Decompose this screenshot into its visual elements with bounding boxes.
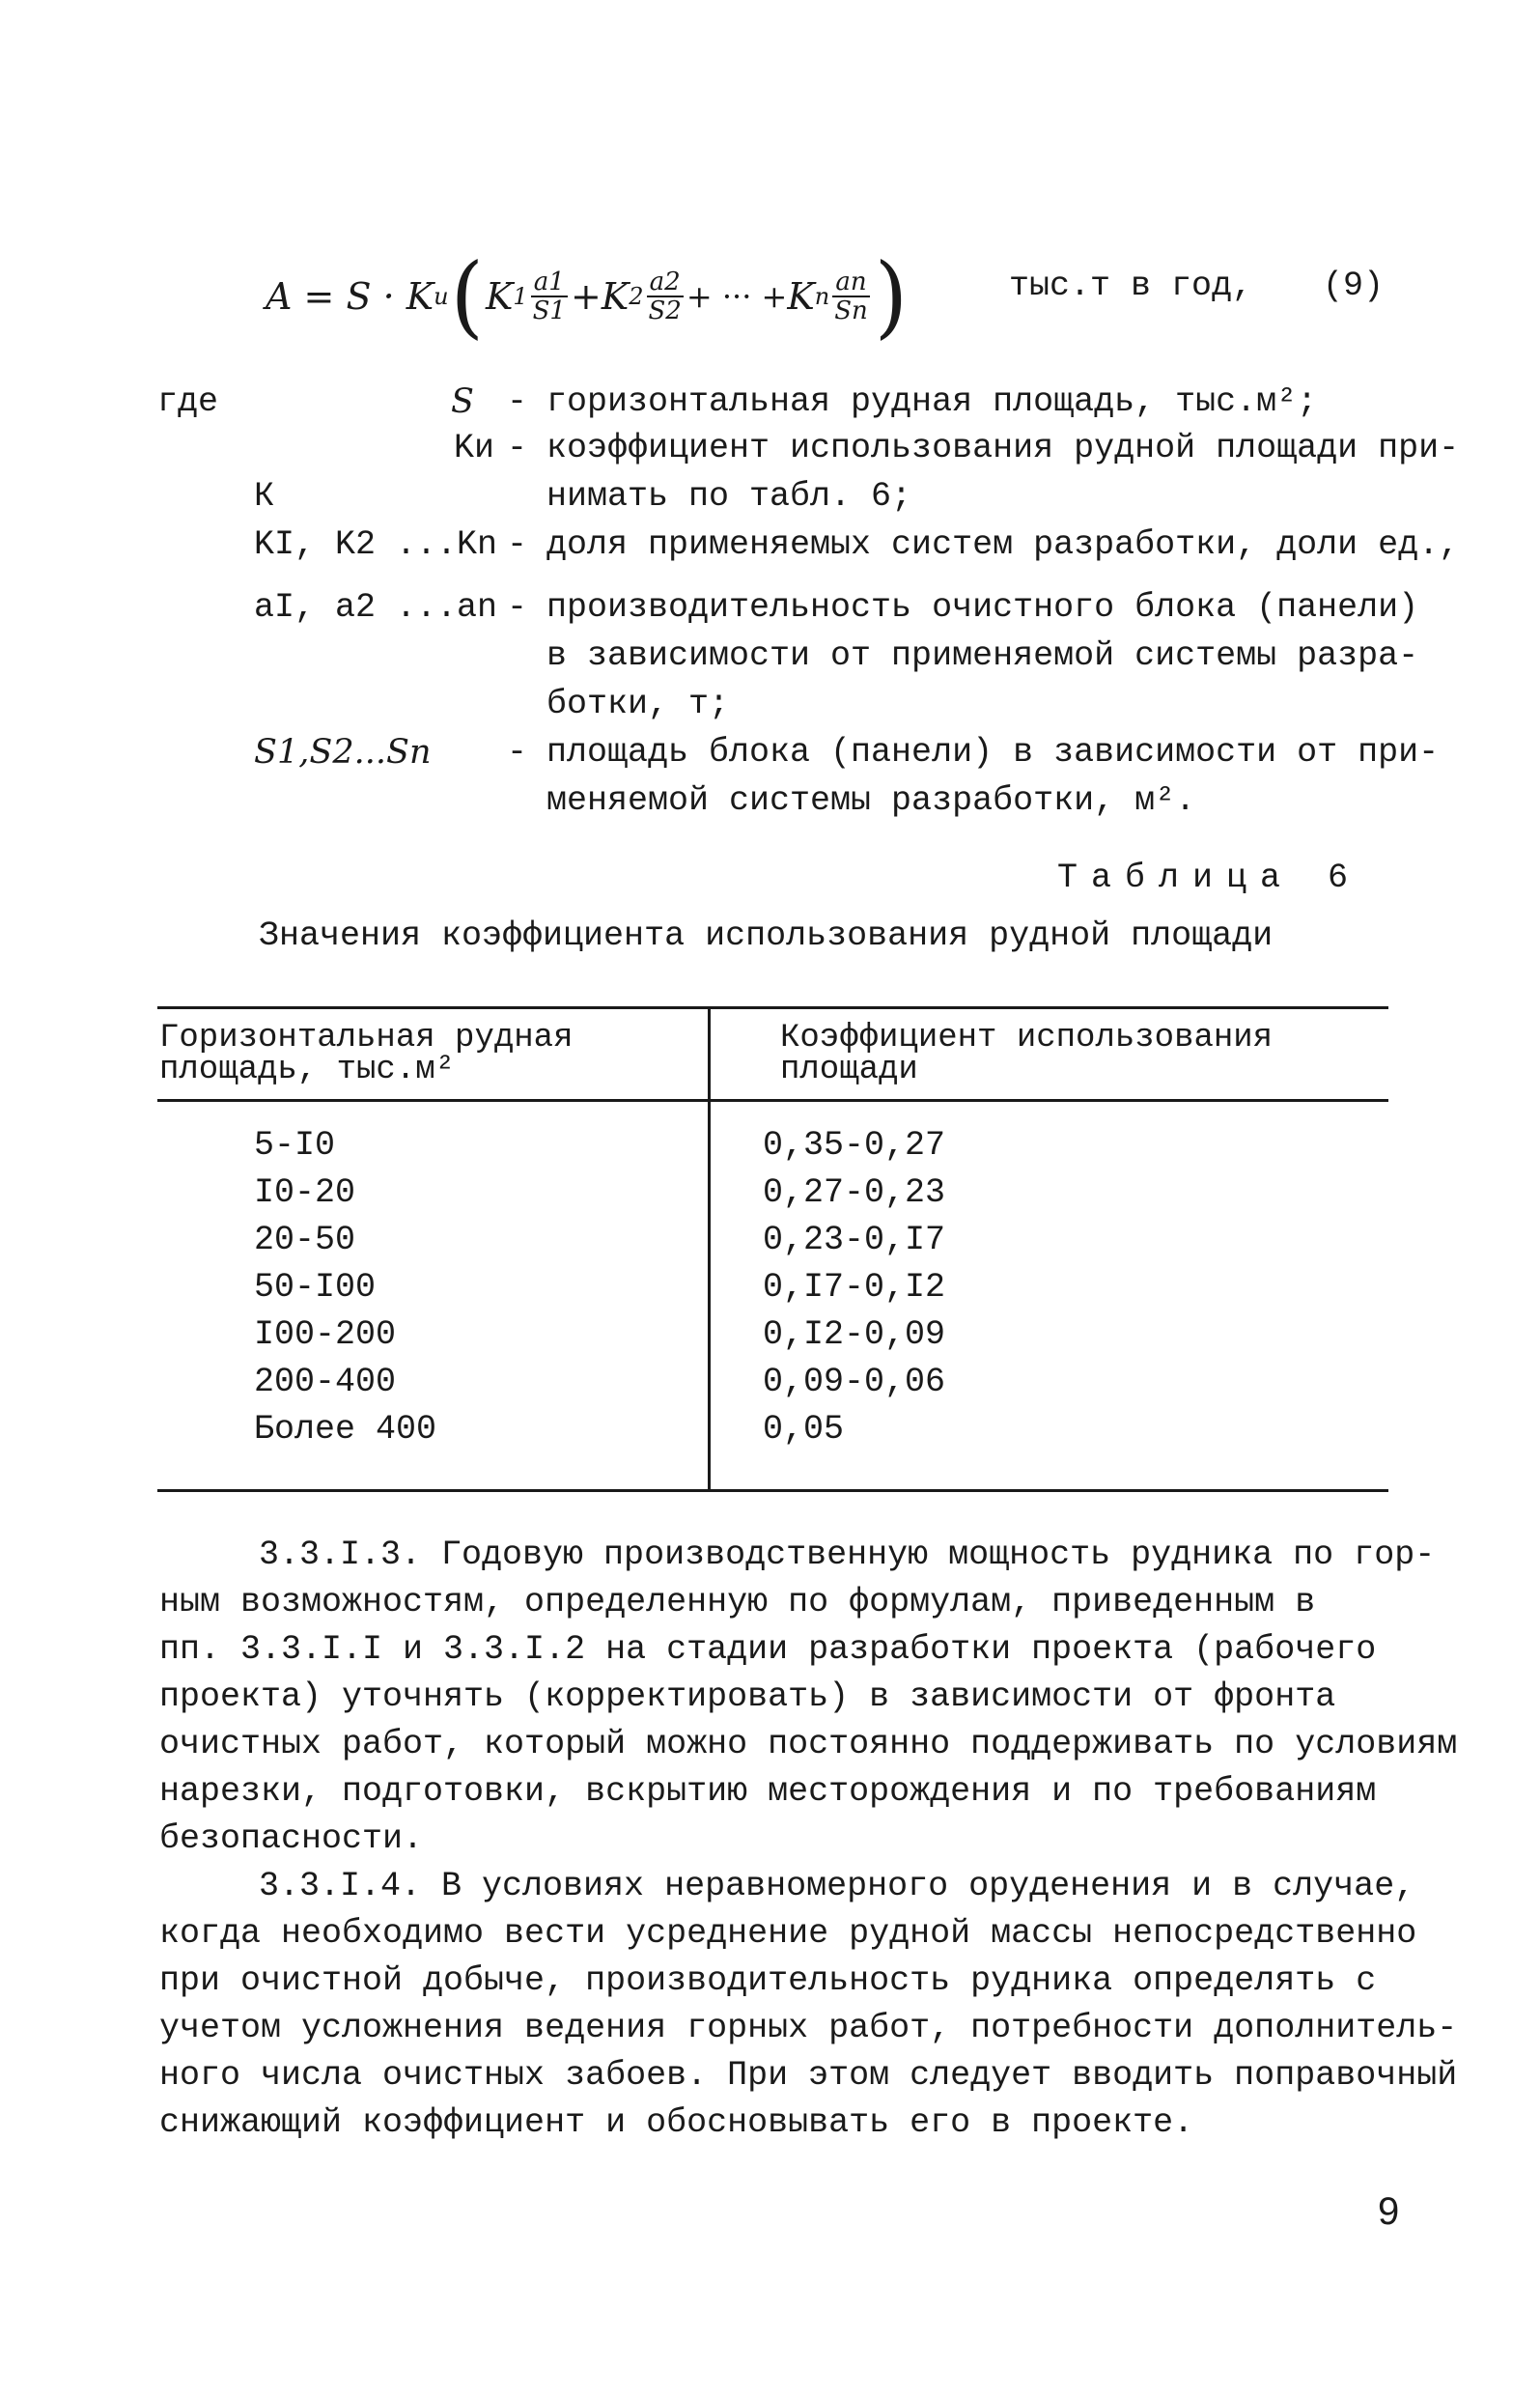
fraction-1-numerator: a1 [531, 268, 568, 297]
formula-ellipsis: + ··· + [686, 278, 788, 315]
def-dash: - [507, 588, 528, 627]
formula-s: S [346, 275, 372, 318]
table-label: Таблица 6 [1057, 859, 1362, 897]
paragraph-3314-line: 3.3.I.4. В условиях неравномерного оруденения и в случае, [259, 1867, 1415, 1905]
paragraph-3314-line: когда необходимо вести усреднение рудной массы непосредственно [159, 1914, 1417, 1953]
formula-close-paren: ) [874, 243, 909, 349]
table-cell-coef: 0,05 [763, 1410, 845, 1449]
formula-fraction-1 [530, 268, 569, 324]
fraction-2-numerator: a2 [647, 268, 684, 297]
formula-fraction-n [831, 268, 871, 324]
formula-ku: K [406, 275, 434, 318]
fraction-n-numerator: an [832, 268, 869, 297]
formula-open-paren: ( [450, 243, 484, 349]
def-symbol-s: S [451, 382, 474, 421]
def-dash: - [507, 525, 528, 564]
def-dash: - [507, 382, 528, 421]
def-text-s: горизонтальная рудная площадь, тыс.м²; [546, 382, 1318, 421]
paragraph-3314-line: ного числа очистных забоев. При этом следует вводить поправочный [159, 2056, 1458, 2095]
formula-term-n-ksub: n [814, 283, 830, 310]
paragraph-3314-line: снижающий коэффициент и обосновывать его в проекте. [159, 2103, 1194, 2142]
paragraph-3313-line: нарезки, подготовки, вскрытию месторождения и по требованиям [159, 1772, 1377, 1811]
formula-ku-sub: и [434, 283, 449, 310]
paragraph-3314-line: при очистной добыче, производительность рудника определять с [159, 1961, 1377, 2000]
formula-9: A = S · K и ( K 1 $\frac{a1}{S1}$ + K 2 $\frac{a2}{S2}$ + ··· + K n $\frac{an}{Sn}$ ) [266, 243, 909, 349]
table-header-rule [157, 1099, 1388, 1102]
paragraph-3313-line: безопасности. [159, 1819, 424, 1858]
formula-term-1-k: K [485, 275, 514, 318]
table-cell-area: 5-I0 [254, 1126, 336, 1165]
paragraph-3314-line: учетом усложнения ведения горных работ, потребности дополнитель- [159, 2009, 1458, 2047]
def-dash: - [507, 429, 528, 467]
formula-term-1-ksub: 1 [513, 283, 528, 310]
table-header-area-line2: площадь, тыс.м² [159, 1052, 456, 1088]
table-cell-coef: 0,09-0,06 [763, 1363, 946, 1401]
fraction-1-denominator: S1 [532, 296, 566, 325]
def-text-a-line1: производительность очистного блока (панели) [546, 588, 1419, 627]
table-cell-coef: 0,I7-0,I2 [763, 1268, 946, 1307]
table-cell-area: 200-400 [254, 1363, 397, 1401]
formula-lhs: A [266, 275, 293, 318]
page-number: 9 [1378, 2190, 1400, 2233]
table-header-coef-line1: Коэффициент использования [780, 1020, 1274, 1057]
equation-number: (9) [1323, 267, 1385, 305]
table-cell-area: Более 400 [254, 1410, 437, 1449]
table-top-rule [157, 1006, 1388, 1009]
table-cell-area: I0-20 [254, 1173, 356, 1212]
table-cell-coef: 0,23-0,I7 [763, 1221, 946, 1259]
paragraph-3313-line: пп. 3.3.I.I и 3.3.I.2 на стадии разработки проекта (рабочего [159, 1630, 1377, 1669]
table-header-coef-line2: площади [780, 1052, 918, 1088]
table-cell-area: I00-200 [254, 1315, 397, 1354]
table-cell-coef: 0,27-0,23 [763, 1173, 946, 1212]
table-header-area-line1: Горизонтальная рудная [159, 1020, 574, 1057]
table-cell-coef: 0,I2-0,09 [763, 1315, 946, 1354]
paragraph-3313-line: ным возможностям, определенную по формулам, приведенным в [159, 1583, 1316, 1621]
paragraph-3313-line: 3.3.I.3. Годовую производственную мощность рудника по гор- [259, 1536, 1436, 1574]
def-text-s-list-line2: меняемой системы разработки, м². [546, 781, 1196, 820]
formula-term-2-ksub: 2 [629, 283, 644, 310]
def-symbol-k-list: KI, K2 ...Kn [254, 525, 498, 564]
table-cell-coef: 0,35-0,27 [763, 1126, 946, 1165]
def-text-s-list-line1: площадь блока (панели) в зависимости от при- [546, 733, 1440, 772]
def-text-k-list: доля применяемых систем разработки, доли ед., [546, 525, 1460, 564]
table-bottom-rule [157, 1489, 1388, 1492]
stray-k-letter: К [254, 477, 275, 516]
def-text-ki-line2: нимать по табл. 6; [546, 477, 912, 516]
table-column-divider [708, 1006, 711, 1492]
paragraph-3313-line: очистных работ, который можно постоянно поддерживать по условиям [159, 1725, 1458, 1763]
formula-fraction-2 [646, 268, 685, 324]
def-text-a-line3: ботки, т; [546, 685, 730, 723]
def-symbol-a-list: aI, a2 ...an [254, 588, 498, 627]
def-symbol-s-list: S1,S2...Sn [254, 733, 432, 772]
formula-term-n-k: K [787, 275, 815, 318]
formula-term-2-k: K [601, 275, 630, 318]
paragraph-3313-line: проекта) уточнять (корректировать) в зависимости от фронта [159, 1677, 1336, 1716]
def-text-a-line2: в зависимости от применяемой системы разра- [546, 636, 1419, 675]
def-symbol-ki: Kи [454, 429, 495, 467]
def-text-ki-line1: коэффициент использования рудной площади при- [546, 429, 1460, 467]
table-cell-area: 20-50 [254, 1221, 356, 1259]
formula-unit: тыс.т в год, [1009, 267, 1253, 305]
where-label: где [157, 382, 219, 421]
table-cell-area: 50-I00 [254, 1268, 377, 1307]
def-dash: - [507, 733, 528, 772]
fraction-2-denominator: S2 [648, 296, 682, 325]
table-caption: Значения коэффициента использования рудной площади [259, 916, 1274, 955]
fraction-n-denominator: Sn [834, 296, 868, 325]
